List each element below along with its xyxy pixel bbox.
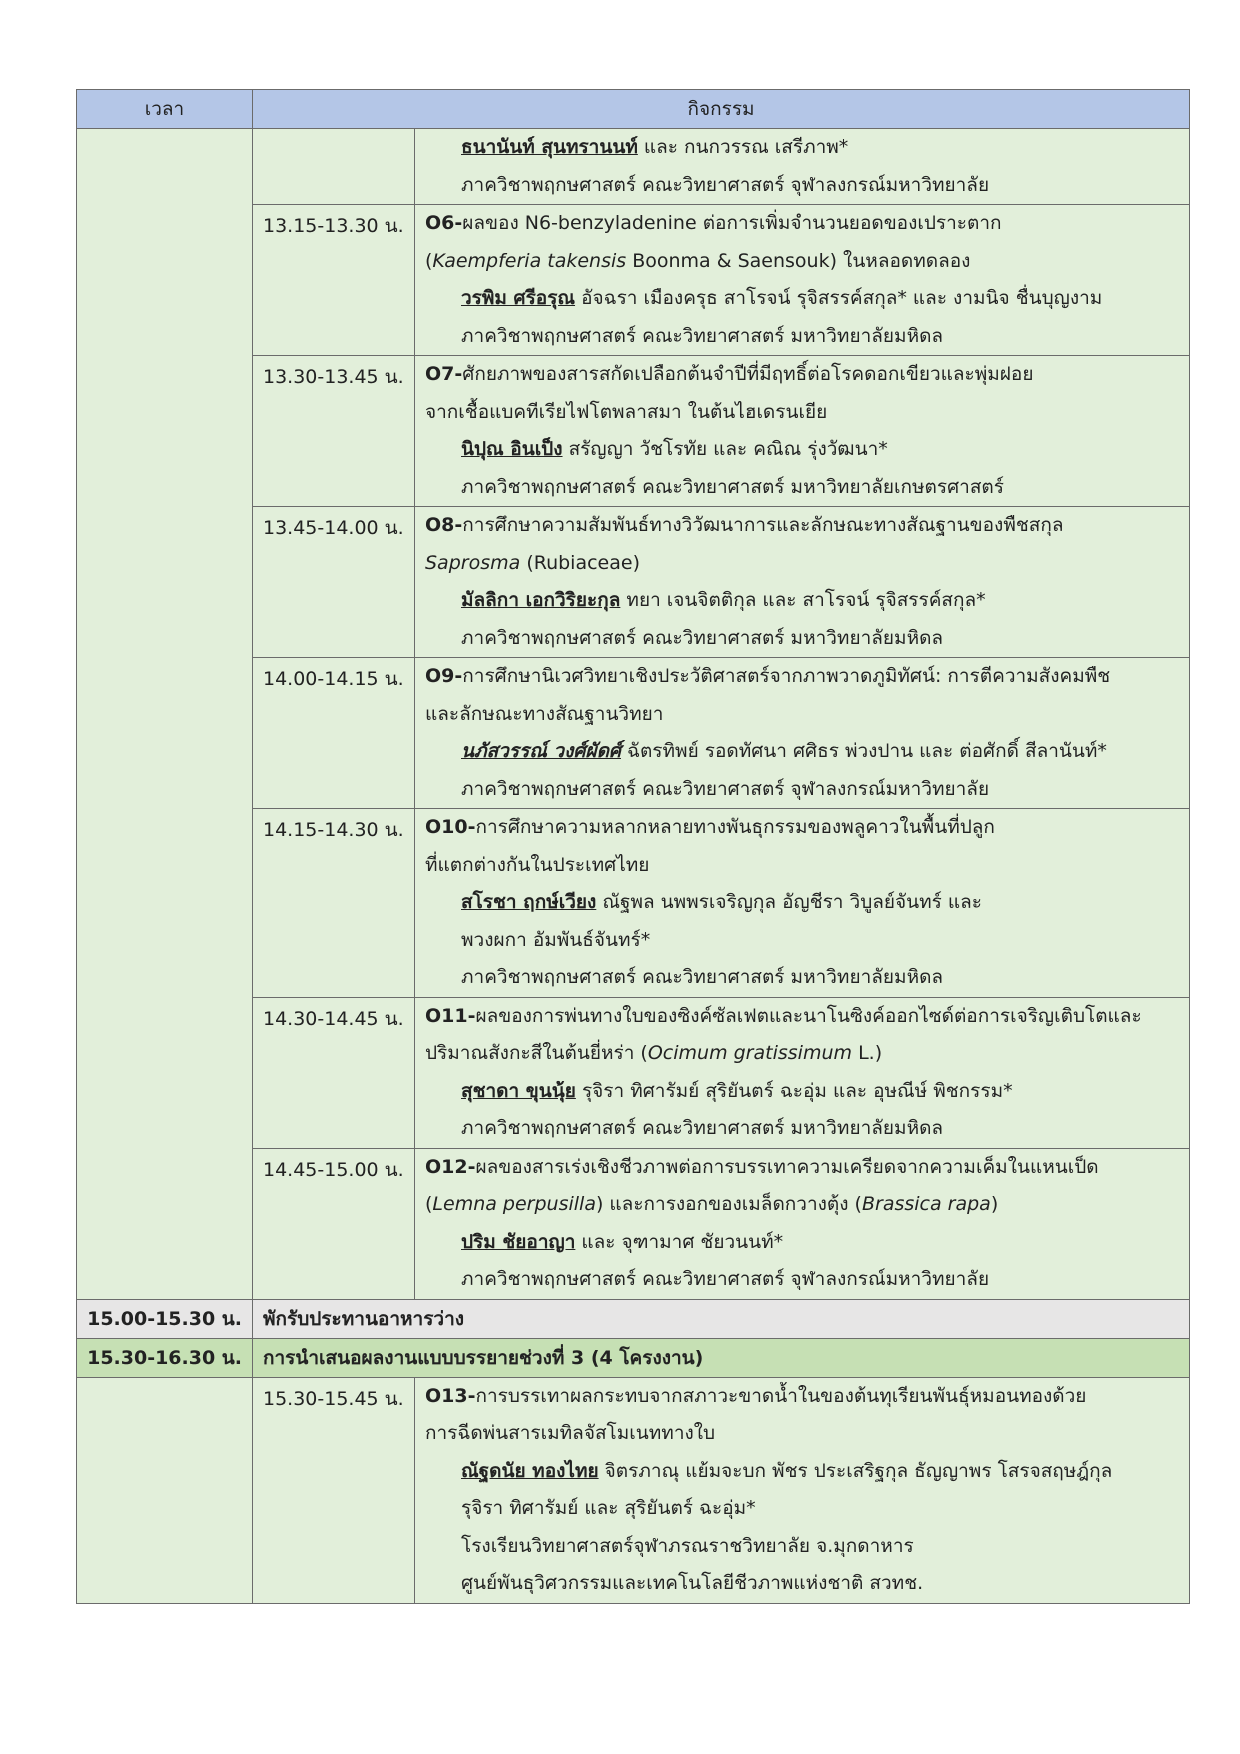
- talk-title-cont: จากเชื้อแบคทีเรียไฟโตพลาสมา ในต้นไฮเดรนเยีย: [425, 400, 828, 423]
- header-time: เวลา: [77, 90, 253, 129]
- presenter-name: ปริม ชัยอาญา: [461, 1230, 576, 1253]
- talk-code: O7-: [425, 363, 463, 385]
- presenter-name: สุชาดา ขุนนุ้ย: [461, 1079, 576, 1102]
- talk-title-cont: Boonma & Saensouk) ในหลอดทดลอง: [632, 249, 971, 272]
- talk-title-cont: และลักษณะทางสัณฐานวิทยา: [425, 702, 664, 725]
- coauthors: ทยา เจนจิตติกุล และ สาโรจน์ รุจิสรรค์สกุล*: [626, 589, 986, 611]
- presenter-name: มัลลิกา เอกวิริยะกุล: [461, 589, 621, 611]
- activity-cell: [415, 997, 1190, 1148]
- activity-cell: [415, 809, 1190, 998]
- talk-time: 14.00-14.15 น.: [253, 658, 415, 809]
- talk-code: O6-: [425, 212, 463, 234]
- talk-title-cont: ปริมาณสังกะสีในต้นยี่หร่า (: [425, 1042, 648, 1064]
- coauthors: ณัฐพล นพพรเจริญกุล อัญชีรา วิบูลย์จันทร์ และ: [602, 891, 983, 913]
- activity-cell: [415, 658, 1190, 809]
- header-activity: กิจกรรม: [253, 90, 1190, 129]
- presenter-name: ธนานันท์ สุนทรานนท์: [461, 136, 638, 158]
- affiliation: ภาควิชาพฤกษศาสตร์ คณะวิทยาศาสตร์ จุฬาลงกรณ์มหาวิทยาลัย: [461, 1268, 990, 1290]
- genus-name: Saprosma: [425, 551, 521, 574]
- presenter-name: นิปุณ อินเป็ง: [461, 438, 563, 460]
- coauthors: รุจิรา ทิศารัมย์ สุริยันตร์ ฉะอุ่ม และ อุษณีษ์ พิชกรรม*: [581, 1079, 1013, 1102]
- time-cell-empty: [77, 1377, 253, 1603]
- talk-title: การบรรเทาผลกระทบจากสภาวะขาดน้ำในของต้นทุเรียนพันธุ์หมอนทองด้วย: [475, 1384, 1087, 1407]
- talk-time: 13.30-13.45 น.: [253, 356, 415, 507]
- talk-title: การศึกษาความสัมพันธ์ทางวิวัฒนาการและลักษณะทางสัณฐานของพืชสกุล: [462, 514, 1064, 536]
- talk-code: O13-: [425, 1384, 476, 1407]
- table-row: [77, 1377, 1190, 1603]
- talk-title-cont: ที่แตกต่างกันในประเทศไทย: [425, 853, 650, 876]
- time-cell-empty: [77, 129, 253, 1300]
- break-time: 15.00-15.30 น.: [77, 1299, 253, 1338]
- affiliation: ภาควิชาพฤกษศาสตร์ คณะวิทยาศาสตร์ มหาวิทยาลัยมหิดล: [461, 324, 944, 347]
- talk-code: O8-: [425, 514, 463, 536]
- coauthors: และ กนกวรรณ เสรีภาพ*: [643, 136, 849, 158]
- talk-title: การศึกษาความหลากหลายทางพันธุกรรมของพลูคาวในพื้นที่ปลูก: [475, 816, 995, 838]
- affiliation: ภาควิชาพฤกษศาสตร์ คณะวิทยาศาสตร์ จุฬาลงกรณ์มหาวิทยาลัย: [461, 777, 990, 800]
- talk-time: 14.15-14.30 น.: [253, 809, 415, 998]
- species-name: Ocimum gratissimum: [647, 1042, 853, 1064]
- talk-code: O10-: [425, 816, 476, 838]
- talk-time: 13.15-13.30 น.: [253, 205, 415, 356]
- affiliation: ภาควิชาพฤกษศาสตร์ คณะวิทยาศาสตร์ มหาวิทยาลัยมหิดล: [461, 966, 944, 988]
- coauthors: และ จุฑามาศ ชัยวนนท์*: [581, 1230, 784, 1253]
- affiliation: ภาควิชาพฤกษศาสตร์ คณะวิทยาศาสตร์ มหาวิทยาลัยเกษตรศาสตร์: [461, 475, 1004, 498]
- presenter-name: วรพิม ศรีอรุณ: [461, 287, 576, 309]
- activity-cell: [415, 356, 1190, 507]
- talk-time: 14.45-15.00 น.: [253, 1148, 415, 1299]
- talk-title: ผลของ N6-benzyladenine ต่อการเพิ่มจำนวนยอดของเปราะตาก: [462, 212, 1002, 234]
- break-text: พักรับประทานอาหารว่าง: [253, 1299, 1190, 1338]
- species-name: Kaempferia takensis: [432, 249, 627, 272]
- talk-title-cont: ) และการงอกของเมล็ดกวางตุ้ง (: [595, 1193, 862, 1215]
- break-row: [77, 1299, 1190, 1338]
- table-header-row: [77, 90, 1190, 129]
- talk-code: O12-: [425, 1155, 476, 1178]
- talk-title-cont: การฉีดพ่นสารเมทิลจัสโมเนททางใบ: [425, 1422, 716, 1444]
- subtime-cell-empty: [253, 129, 415, 205]
- talk-title-cont: (Rubiaceae): [526, 551, 640, 574]
- species-name-a: Lemna perpusilla: [432, 1193, 596, 1215]
- coauthors: จิตรภาณุ แย้มจะบก พัชร ประเสริฐกุล ธัญญาพร โสรจสฤษฎ์กุล: [604, 1459, 1113, 1482]
- coauthors-cont: พวงผกา อัมพันธ์จันทร์*: [461, 928, 651, 951]
- affiliation: โรงเรียนวิทยาศาสตร์จุฬาภรณราชวิทยาลัย จ.มุกดาหาร: [461, 1534, 914, 1557]
- coauthors-cont: รุจิรา ทิศารัมย์ และ สุริยันตร์ ฉะอุ่ม*: [461, 1497, 756, 1519]
- talk-title: ผลของการพ่นทางใบของซิงค์ซัลเฟตและนาโนซิงค์ออกไซด์ต่อการเจริญเติบโตและ: [475, 1004, 1142, 1027]
- schedule-table: [76, 89, 1190, 1604]
- affiliation: ภาควิชาพฤกษศาสตร์ คณะวิทยาศาสตร์ มหาวิทยาลัยมหิดล: [461, 626, 944, 649]
- table-row: [77, 129, 1190, 205]
- coauthors: อัจฉรา เมืองครุธ สาโรจน์ รุจิสรรค์สกุล* และ งามนิจ ชื่นบุญงาม: [581, 287, 1103, 309]
- talk-code: O11-: [425, 1004, 476, 1027]
- activity-cell: [415, 129, 1190, 205]
- affiliation-2: ศูนย์พันธุวิศวกรรมและเทคโนโลยีชีวภาพแห่งชาติ สวทช.: [461, 1572, 924, 1594]
- talk-title-end: L.): [858, 1042, 883, 1064]
- session-time: 15.30-16.30 น.: [77, 1338, 253, 1377]
- activity-cell: O6-ผลของ N6-benzyladenine ต่อการเพิ่มจำนวนยอดของเปราะตาก (Kaempferia takensis Boonma & Saensouk) ในหลอดทดลอง วรพิม ศรีอรุณ อัจฉรา เมืองครุธ สาโรจน์ รุจิสรรค์สกุล* และ งามนิจ ชื่นบุญงาม ภาควิชาพฤกษศาสตร์ คณะวิทยาศาสตร์ มหาวิทยาลัยมหิดล: [415, 205, 1190, 356]
- talk-time: 15.30-15.45 น.: [253, 1377, 415, 1603]
- activity-cell: [415, 507, 1190, 658]
- talk-title: ผลของสารเร่งเชิงชีวภาพต่อการบรรเทาความเครียดจากความเค็มในแหนเป็ด: [475, 1155, 1099, 1178]
- coauthors: สรัญญา วัชโรทัย และ คณิณ รุ่งวัฒนา*: [568, 438, 888, 460]
- session-row: [77, 1338, 1190, 1377]
- affiliation: ภาควิชาพฤกษศาสตร์ คณะวิทยาศาสตร์ มหาวิทยาลัยมหิดล: [461, 1117, 944, 1139]
- affiliation: ภาควิชาพฤกษศาสตร์ คณะวิทยาศาสตร์ จุฬาลงกรณ์มหาวิทยาลัย: [461, 173, 990, 196]
- talk-title: ศักยภาพของสารสกัดเปลือกต้นจำปีที่มีฤทธิ์ต่อโรคดอกเขียวและพุ่มฝอย: [462, 363, 1034, 385]
- activity-cell: O12-ผลของสารเร่งเชิงชีวภาพต่อการบรรเทาความเครียดจากความเค็มในแหนเป็ด (Lemna perpusilla) และการงอกของเมล็ดกวางตุ้ง (Brassica rapa) ปริม ชัยอาญา และ จุฑามาศ ชัยวนนท์* ภาควิชาพฤกษศาสตร์ คณะวิทยาศาสตร์ จุฬาลงกรณ์มหาวิทยาลัย: [415, 1148, 1190, 1299]
- activity-cell: [415, 1377, 1190, 1603]
- presenter-name: สโรชา ฤกษ์เวียง: [461, 891, 597, 913]
- species-name-b: Brassica rapa: [861, 1193, 991, 1215]
- talk-title: การศึกษานิเวศวิทยาเชิงประวัติศาสตร์จากภาพวาดภูมิทัศน์: การตีความสังคมพืช: [462, 665, 1111, 687]
- talk-time: 13.45-14.00 น.: [253, 507, 415, 658]
- presenter-name: ณัฐดนัย ทองไทย: [461, 1459, 599, 1482]
- session-text: การนำเสนอผลงานแบบบรรยายช่วงที่ 3 (4 โครงงาน): [253, 1338, 1190, 1377]
- coauthors: ฉัตรทิพย์ รอดทัศนา ศศิธร พ่วงปาน และ ต่อศักดิ์ สีลานันท์*: [627, 740, 1107, 762]
- presenter-name: นภัสวรรณ์ วงศ์ผัดศ์: [461, 740, 621, 762]
- talk-time: 14.30-14.45 น.: [253, 997, 415, 1148]
- talk-code: O9-: [425, 665, 463, 687]
